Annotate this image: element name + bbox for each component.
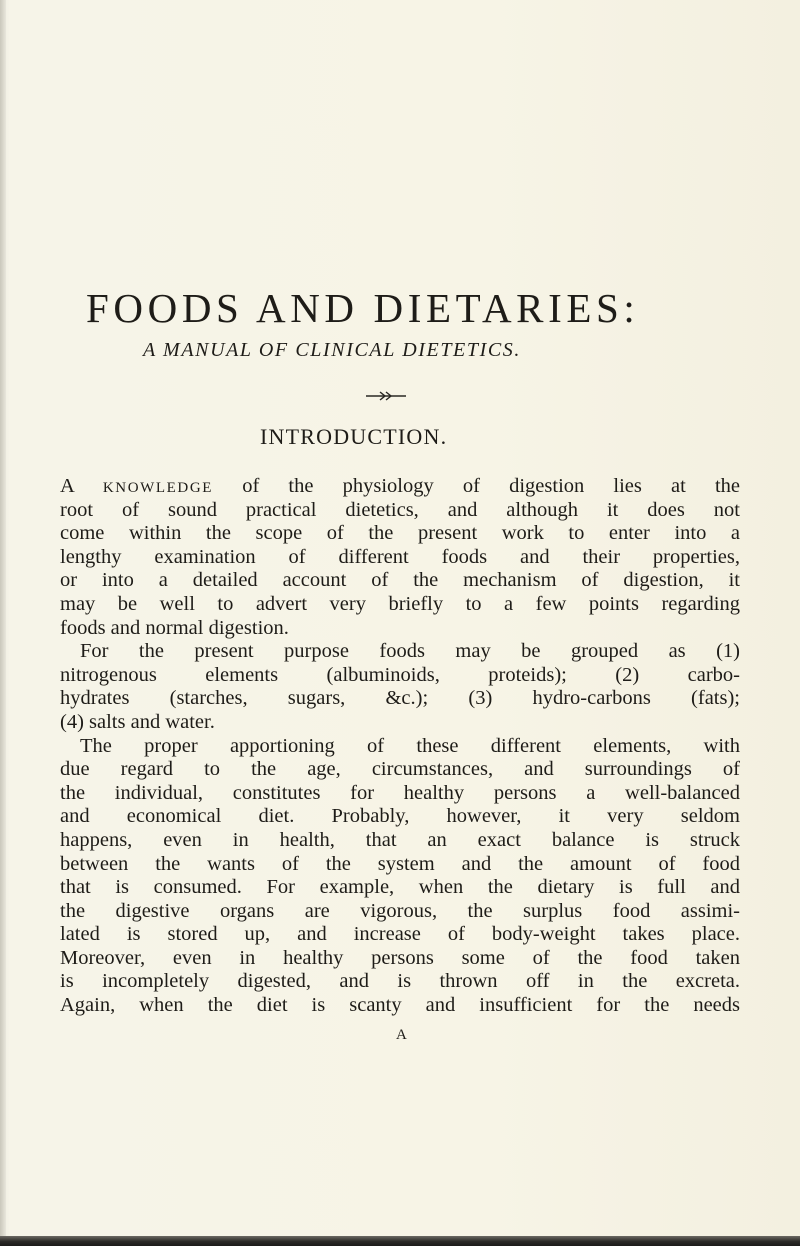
text-line: the individual, constitutes for healthy persons a well-balanced (60, 781, 740, 804)
opening-word: KNOWLEDGE (102, 480, 214, 496)
text-line: due regard to the age, circumstances, and surroundings of (60, 758, 740, 781)
opening-initial: A (60, 475, 74, 497)
text-line: between the wants of the system and the amount of food (60, 852, 740, 875)
page-spine-edge (0, 0, 6, 1246)
text-line: happens, even in health, that an exact balance is struck (60, 828, 740, 851)
page-bottom-edge (0, 1236, 800, 1246)
text-line: and economical diet. Probably, however, it very seldom (60, 805, 740, 828)
text-line: hydrates (starches, sugars, &c.); (3) hydro-carbons (fats); (60, 687, 740, 710)
text-line: (4) salts and water. (60, 710, 215, 733)
text-line: lated is stored up, and increase of body-weight takes place. (60, 923, 740, 946)
body-text (60, 475, 740, 1018)
text-line: come within the scope of the present work to enter into a (60, 522, 740, 545)
text-line: the digestive organs are vigorous, the surplus food assimi- (60, 899, 740, 922)
text-line: lengthy examination of different foods and their properties, (60, 545, 740, 568)
text-line: nitrogenous elements (albuminoids, proteids); (2) carbo- (60, 663, 740, 686)
text-line: that is consumed. For example, when the dietary is full and (60, 876, 740, 899)
text-line: may be well to advert very briefly to a few points regarding (60, 592, 740, 615)
text-line: or into a detailed account of the mechanism of digestion, it (60, 569, 740, 592)
book-subtitle: A MANUAL OF CLINICAL DIETETICS. (143, 339, 521, 361)
ornament-rule-icon (366, 391, 406, 401)
text-line: root of sound practical dietetics, and although it does not (60, 498, 740, 521)
text-line: is incompletely digested, and is thrown off in the excreta. (60, 970, 740, 993)
text-line: For the present purpose foods may be grouped as (1) (80, 640, 740, 663)
text-line: A KNOWLEDGE of the physiology of digestion lies at the (60, 475, 741, 497)
text-line: foods and normal digestion. (60, 616, 289, 639)
signature-mark: A (396, 1027, 407, 1043)
text-line: Moreover, even in healthy persons some of the food taken (60, 946, 740, 969)
section-heading: INTRODUCTION. (260, 424, 448, 449)
book-title: FOODS AND DIETARIES: (86, 285, 640, 331)
text-line: Again, when the diet is scanty and insufficient for the needs (60, 994, 740, 1017)
text-line: The proper apportioning of these different elements, with (80, 734, 740, 757)
